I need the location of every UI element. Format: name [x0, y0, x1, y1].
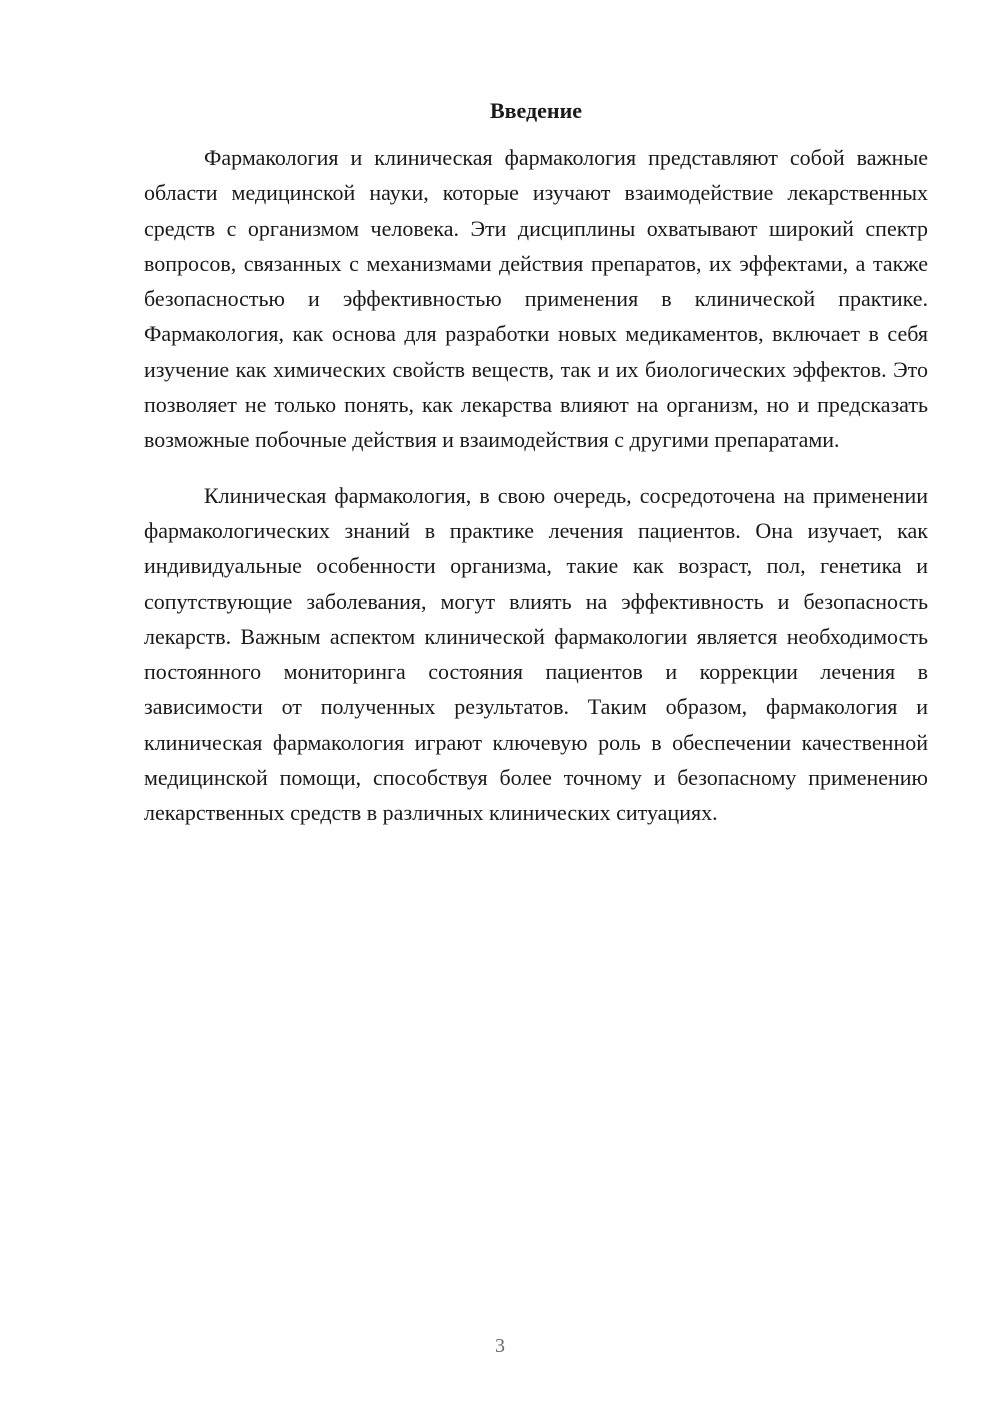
page-number: 3 — [495, 1335, 505, 1357]
paragraph-1: Фармакология и клиническая фармакология представляют собой важные области медицинской науки, которые изучают взаимодействие лекарственных средств с организмом человека. Эти дисциплины охватывают широкий спектр вопросов, связанных с механизмами действия препаратов, их эффектами, а также безопасностью и эффективностью применения в клинической практике. Фармакология, как основа для разработки новых медикаментов, включает в себя изучение как химических свойств веществ, так и их биологических эффектов. Это позволяет не только понять, как лекарства влияют на организм, но и предсказать возможные побочные действия и взаимодействия с другими препаратами. — [144, 145, 928, 453]
section-heading: Введение — [489, 98, 583, 123]
paragraph-2: Клиническая фармакология, в свою очередь, сосредоточена на применении фармакологических знаний в практике лечения пациентов. Она изучает, как индивидуальные особенности организма, такие как возраст, пол, генетика и сопутствующие заболевания, могут влиять на эффективность и безопасность лекарств. Важным аспектом клинической фармакологии является необходимость постоянного мониторинга состояния пациентов и коррекции лечения в зависимости от полученных результатов. Таким образом, фармакология и клиническая фармакология играют ключевую роль в обеспечении качественной медицинской помощи, способствуя более точному и безопасному применению лекарственных средств в различных клинических ситуациях. — [144, 482, 928, 826]
page-content — [144, 95, 928, 831]
